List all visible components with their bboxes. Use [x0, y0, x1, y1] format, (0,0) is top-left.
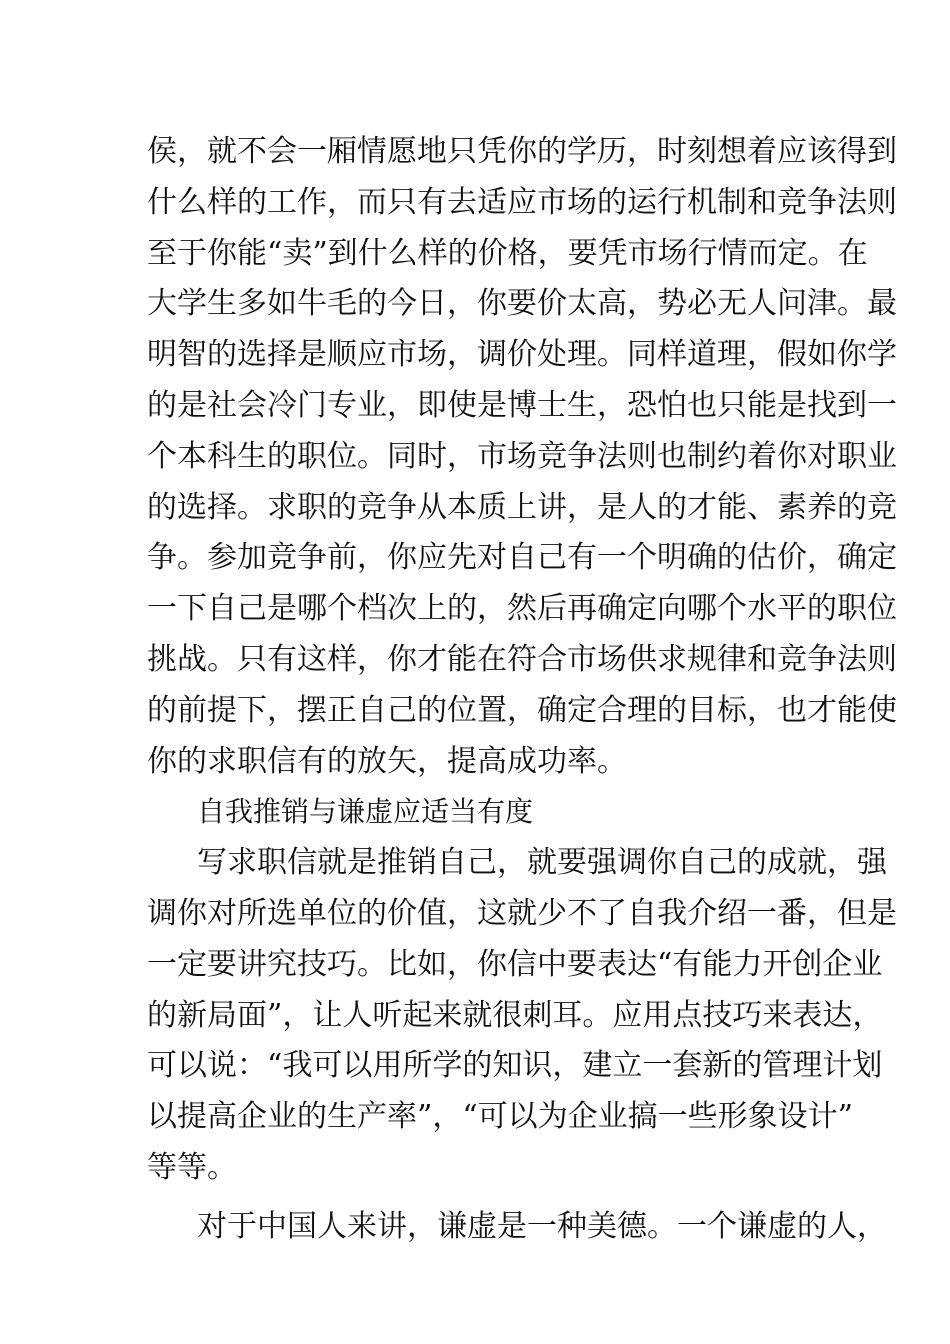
paragraph-gap — [147, 1194, 807, 1202]
paragraph-line: 个本科生的职位。同时，市场竞争法则也制约着你对职业 — [147, 438, 897, 474]
paragraph-line: 什么样的工作，而只有去适应市场的运行机制和竞争法则 — [147, 184, 897, 220]
paragraph-line: 调你对所选单位的价值，这就少不了自我介绍一番，但是 — [147, 895, 897, 931]
paragraph-line: 的是社会冷门专业，即使是博士生，恐怕也只能是找到一 — [147, 387, 897, 423]
paragraph-line: 争。参加竞争前，你应先对自己有一个明确的估价，确定 — [147, 540, 897, 576]
paragraph-line: 明智的选择是顺应市场，调价处理。同样道理，假如你学 — [147, 337, 897, 373]
paragraph-2 — [147, 838, 897, 1194]
paragraph-line: 的新局面”，让人听起来就很刺耳。应用点技巧来表达， — [147, 997, 883, 1033]
paragraph-line: 挑战。只有这样，你才能在符合市场供求规律和竞争法则 — [147, 641, 897, 677]
paragraph-1 — [147, 127, 897, 787]
paragraph-line: 侯，就不会一厢情愿地只凭你的学历，时刻想着应该得到 — [147, 134, 897, 169]
paragraph-line: 一定要讲究技巧。比如，你信中要表达“有能力开创企业 — [147, 946, 883, 982]
paragraph-line: 一下自己是哪个档次上的，然后再确定向哪个水平的职位 — [147, 591, 897, 627]
paragraph-line: 的前提下，摆正自己的位置，确定合理的目标，也才能使 — [147, 692, 897, 728]
paragraph-3 — [147, 1202, 887, 1253]
paragraph-line: 大学生多如牛毛的今日，你要价太高，势必无人问津。最 — [147, 286, 897, 322]
paragraph-line: 可以说：“我可以用所学的知识，建立一套新的管理计划 — [147, 1048, 883, 1084]
paragraph-line: 对于中国人来讲，谦虚是一种美德。一个谦虚的人， — [197, 1208, 887, 1244]
paragraph-line: 的选择。求职的竞争从本质上讲，是人的才能、素养的竞 — [147, 489, 897, 525]
paragraph-line: 至于你能“卖”到什么样的价格，要凭市场行情而定。在 — [147, 235, 868, 271]
paragraph-line: 写求职信就是推销自己，就要强调你自己的成就，强 — [197, 845, 887, 881]
paragraph-line: 你的求职信有的放矢，提高成功率。 — [147, 743, 627, 779]
section-heading: 自我推销与谦虚应适当有度 — [197, 795, 534, 829]
document-body — [147, 127, 897, 1253]
paragraph-line: 以提高企业的生产率”，“可以为企业搞一些形象设计” — [147, 1099, 854, 1135]
paragraph-line: 等等。 — [147, 1149, 237, 1185]
